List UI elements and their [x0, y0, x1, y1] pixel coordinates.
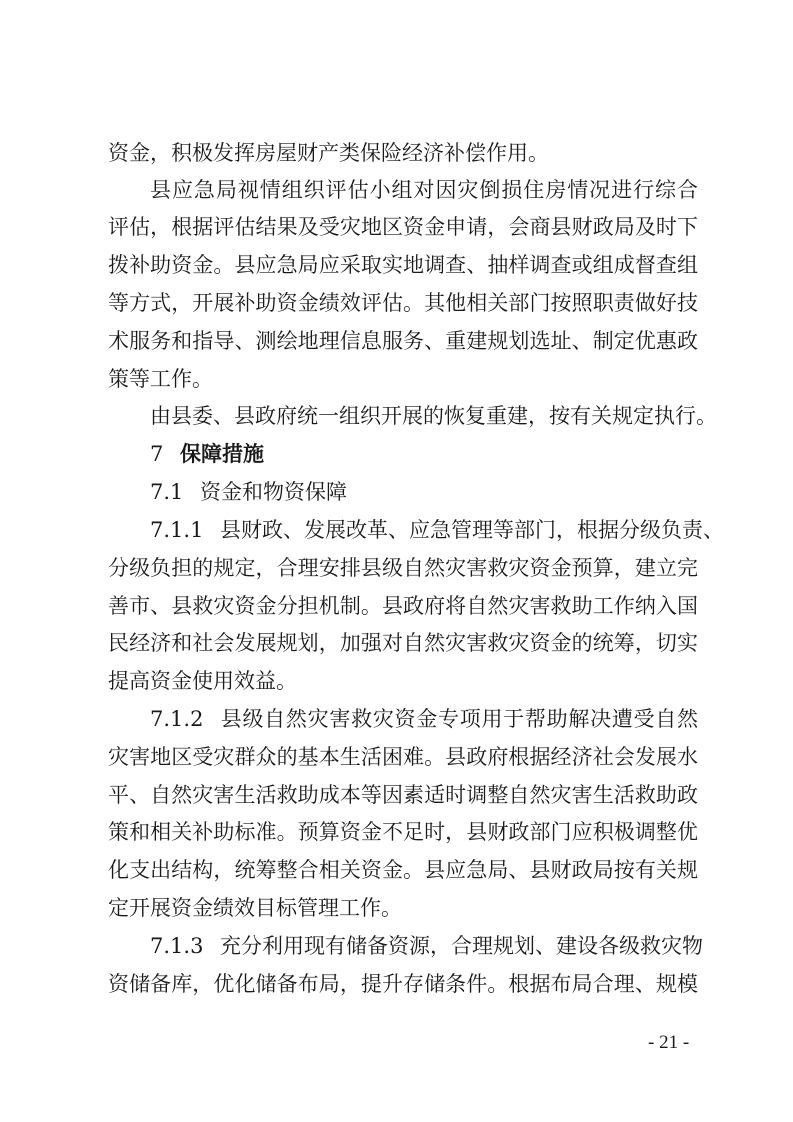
body-text-line: 提高资金使用效益。	[108, 669, 297, 693]
body-text-line: 由县委、县政府统一组织开展的恢复重建，按有关规定执行。	[150, 404, 717, 428]
section-heading	[150, 439, 264, 469]
body-text-line: 资金，积极发挥房屋财产类保险经济补偿作用。	[108, 141, 549, 165]
body-text-line: 平、自然灾害生活救助成本等因素适时调整自然灾害生活救助政	[108, 783, 698, 807]
body-text-line: 术服务和指导、测绘地理信息服务、重建规划选址、制定优惠政	[108, 329, 698, 353]
body-text-line: 评估，根据评估结果及受灾地区资金申请，会商县财政局及时下	[108, 215, 698, 239]
body-text-line: 策和相关补助标准。预算资金不足时，县财政部门应积极调整优	[108, 820, 698, 844]
section-title: 保障措施	[180, 442, 264, 466]
body-text-line: 定开展资金绩效目标管理工作。	[108, 896, 402, 920]
subsection-heading	[150, 477, 347, 507]
body-text-line: 灾害地区受灾群众的基本生活困难。县政府根据经济社会发展水	[108, 745, 698, 769]
clause-first-line	[150, 704, 698, 734]
section-number: 7	[150, 442, 164, 466]
body-text-line: 拨补助资金。县应急局应采取实地调查、抽样调查或组成督查组	[108, 253, 698, 277]
clause-text: 充分利用现有储备资源，合理规划、建设各级救灾物	[220, 934, 703, 958]
body-text-line: 分级负担的规定，合理安排县级自然灾害救灾资金预算，建立完	[108, 556, 698, 580]
body-text-line: 资储备库，优化储备布局，提升存储条件。根据布局合理、规模	[108, 972, 698, 996]
body-text-line: 县应急局视情组织评估小组对因灾倒损住房情况进行综合	[150, 178, 698, 202]
body-text-line: 民经济和社会发展规划，加强对自然灾害救灾资金的统筹，切实	[108, 631, 698, 655]
clause-number: 7.1.1	[150, 518, 204, 542]
clause-number: 7.1.3	[150, 934, 204, 958]
clause-first-line	[150, 931, 703, 961]
clause-text: 县级自然灾害救灾资金专项用于帮助解决遭受自然	[220, 707, 698, 731]
subsection-number: 7.1	[150, 480, 184, 504]
clause-number: 7.1.2	[150, 707, 204, 731]
body-text-line: 策等工作。	[108, 367, 213, 391]
clause-text: 县财政、发展改革、应急管理等部门，根据分级负责、	[220, 518, 724, 542]
body-text-line: 等方式，开展补助资金绩效评估。其他相关部门按照职责做好技	[108, 291, 698, 315]
body-text-line: 化支出结构，统筹整合相关资金。县应急局、县财政局按有关规	[108, 858, 698, 882]
body-text-line: 善市、县救灾资金分担机制。县政府将自然灾害救助工作纳入国	[108, 594, 698, 618]
clause-first-line	[150, 515, 724, 545]
subsection-title: 资金和物资保障	[200, 480, 347, 504]
page-number: - 21 -	[648, 1032, 690, 1053]
